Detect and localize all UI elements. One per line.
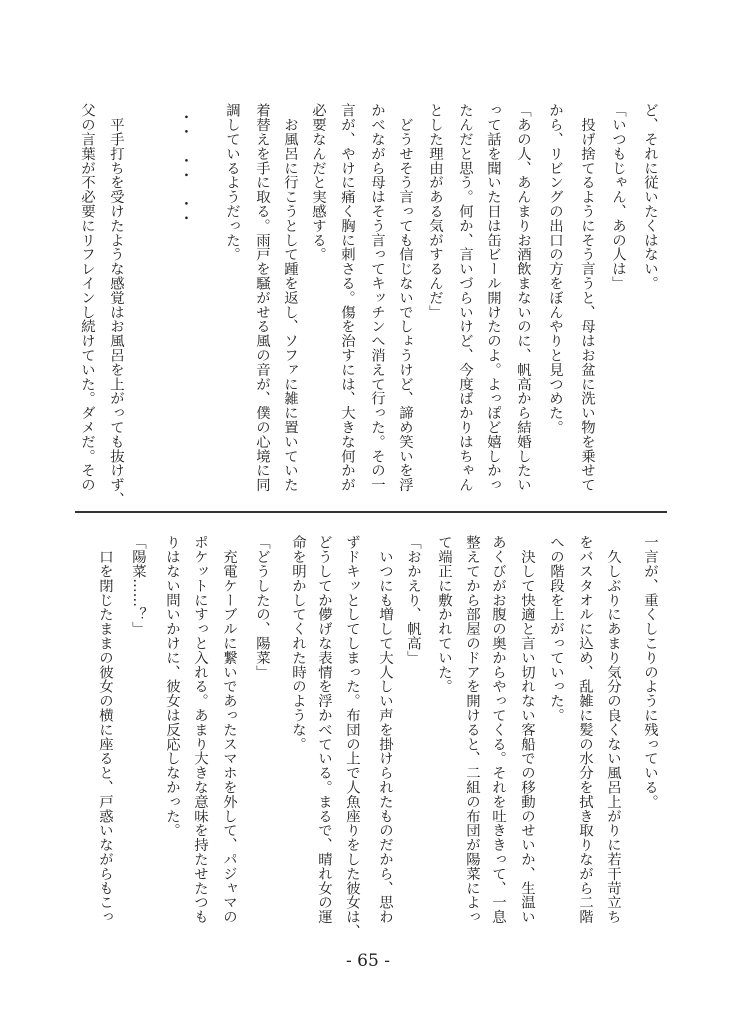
text-column: 命を明かしてくれた時のような。: [290, 535, 306, 751]
text-column: 投げ捨てるようにそう言うと、母はお盆に洗い物を乗せて: [579, 103, 595, 492]
text-column: 「あの人、あんまりお酒飲まないのに、帆高から結婚したい: [515, 103, 531, 492]
text-column: 調しているようだった。: [224, 103, 240, 262]
text-column: 久しぶりにあまり気分の良くない風呂上がりに若干苛立ち: [605, 535, 621, 924]
page-number: - 65 -: [346, 951, 390, 971]
text-column: ポケットにすっと入れる。あまり大きな意味を持たせたつも: [192, 535, 208, 924]
text-column: 平手打ちを受けたような感覚はお風呂を上がっても抜けず、: [108, 103, 124, 507]
text-column: とした理由がある気がするんだ」: [427, 103, 443, 319]
text-column: から、リビングの出口の方をぼんやりと見つめた。: [547, 103, 563, 435]
text-column: どうしてか儚げな表情を浮かべている。まるで、晴れ女の運: [316, 535, 332, 924]
text-column: 必要なんだと実感する。: [310, 103, 326, 262]
text-column: ずドキッとしてしまった。布団の上で人魚座りをした彼女は、: [344, 535, 360, 939]
scene-break-dots: ・・ ・・ ・・: [177, 110, 193, 226]
text-column: あくびがお腹の奥からやってくる。それを吐ききって、一息: [490, 535, 506, 924]
text-column: いつにも増して大人しい声を掛けられたものだから、思わ: [377, 535, 393, 924]
text-column: への階段を上がっていった。: [548, 535, 564, 723]
text-column: 決して快適と言い切れない客船での移動のせいか、生温い: [519, 535, 535, 924]
text-column: たんだと思う。何か、言いづらいけど、今度ばかりはちゃん: [457, 103, 473, 492]
text-column: ど、それに従いたくはない。: [642, 103, 658, 291]
section-divider-line: [75, 511, 667, 513]
text-column: どうせそう言っても信じないでしょうけど、諦め笑いを浮: [397, 103, 413, 492]
text-column: かべながら母はそう言ってキッチンへ消えて行った。その一: [369, 103, 385, 492]
text-column: 父の言葉が不必要にリフレインし続けていた。ダメだ。その: [79, 103, 95, 492]
text-column: をバスタオルに込め、乱雑に髪の水分を拭き取りながら二階: [577, 535, 593, 924]
text-column: お風呂に行こうとして踵を返し、ソファに雑に置いていた: [282, 103, 298, 492]
text-column: 一言が、重くしこりのように残っている。: [642, 535, 658, 809]
text-column: 「陽菜……？」: [130, 535, 146, 636]
text-column: 口を閉じたままの彼女の横に座ると、戸惑いながらもこっ: [97, 535, 113, 924]
text-column: 整えてから部屋のドアを開けると、二組の布団が陽菜によっ: [464, 535, 480, 924]
text-column: 言が、やけに痛く胸に刺さる。傷を治すには、大きな何かが: [339, 103, 355, 492]
text-column: 着替えを手に取る。雨戸を騒がせる風の音が、僕の心境に同: [254, 103, 270, 492]
text-column: 充電ケーブルに繋いであったスマホを外して、パジャマの: [221, 535, 237, 924]
text-column: 「おかえり、帆高」: [405, 535, 421, 665]
text-column: て端正に敷かれていた。: [436, 535, 452, 694]
text-column: 「どうしたの、陽菜」: [254, 535, 270, 679]
text-column: 「いつもじゃん、あの人は」: [610, 103, 626, 291]
text-column: って話を聞いた日は缶ビール開けたのよ。よっぽど嬉しかっ: [485, 103, 501, 492]
text-column: りはない問いかけに、彼女は反応しなかった。: [164, 535, 180, 838]
